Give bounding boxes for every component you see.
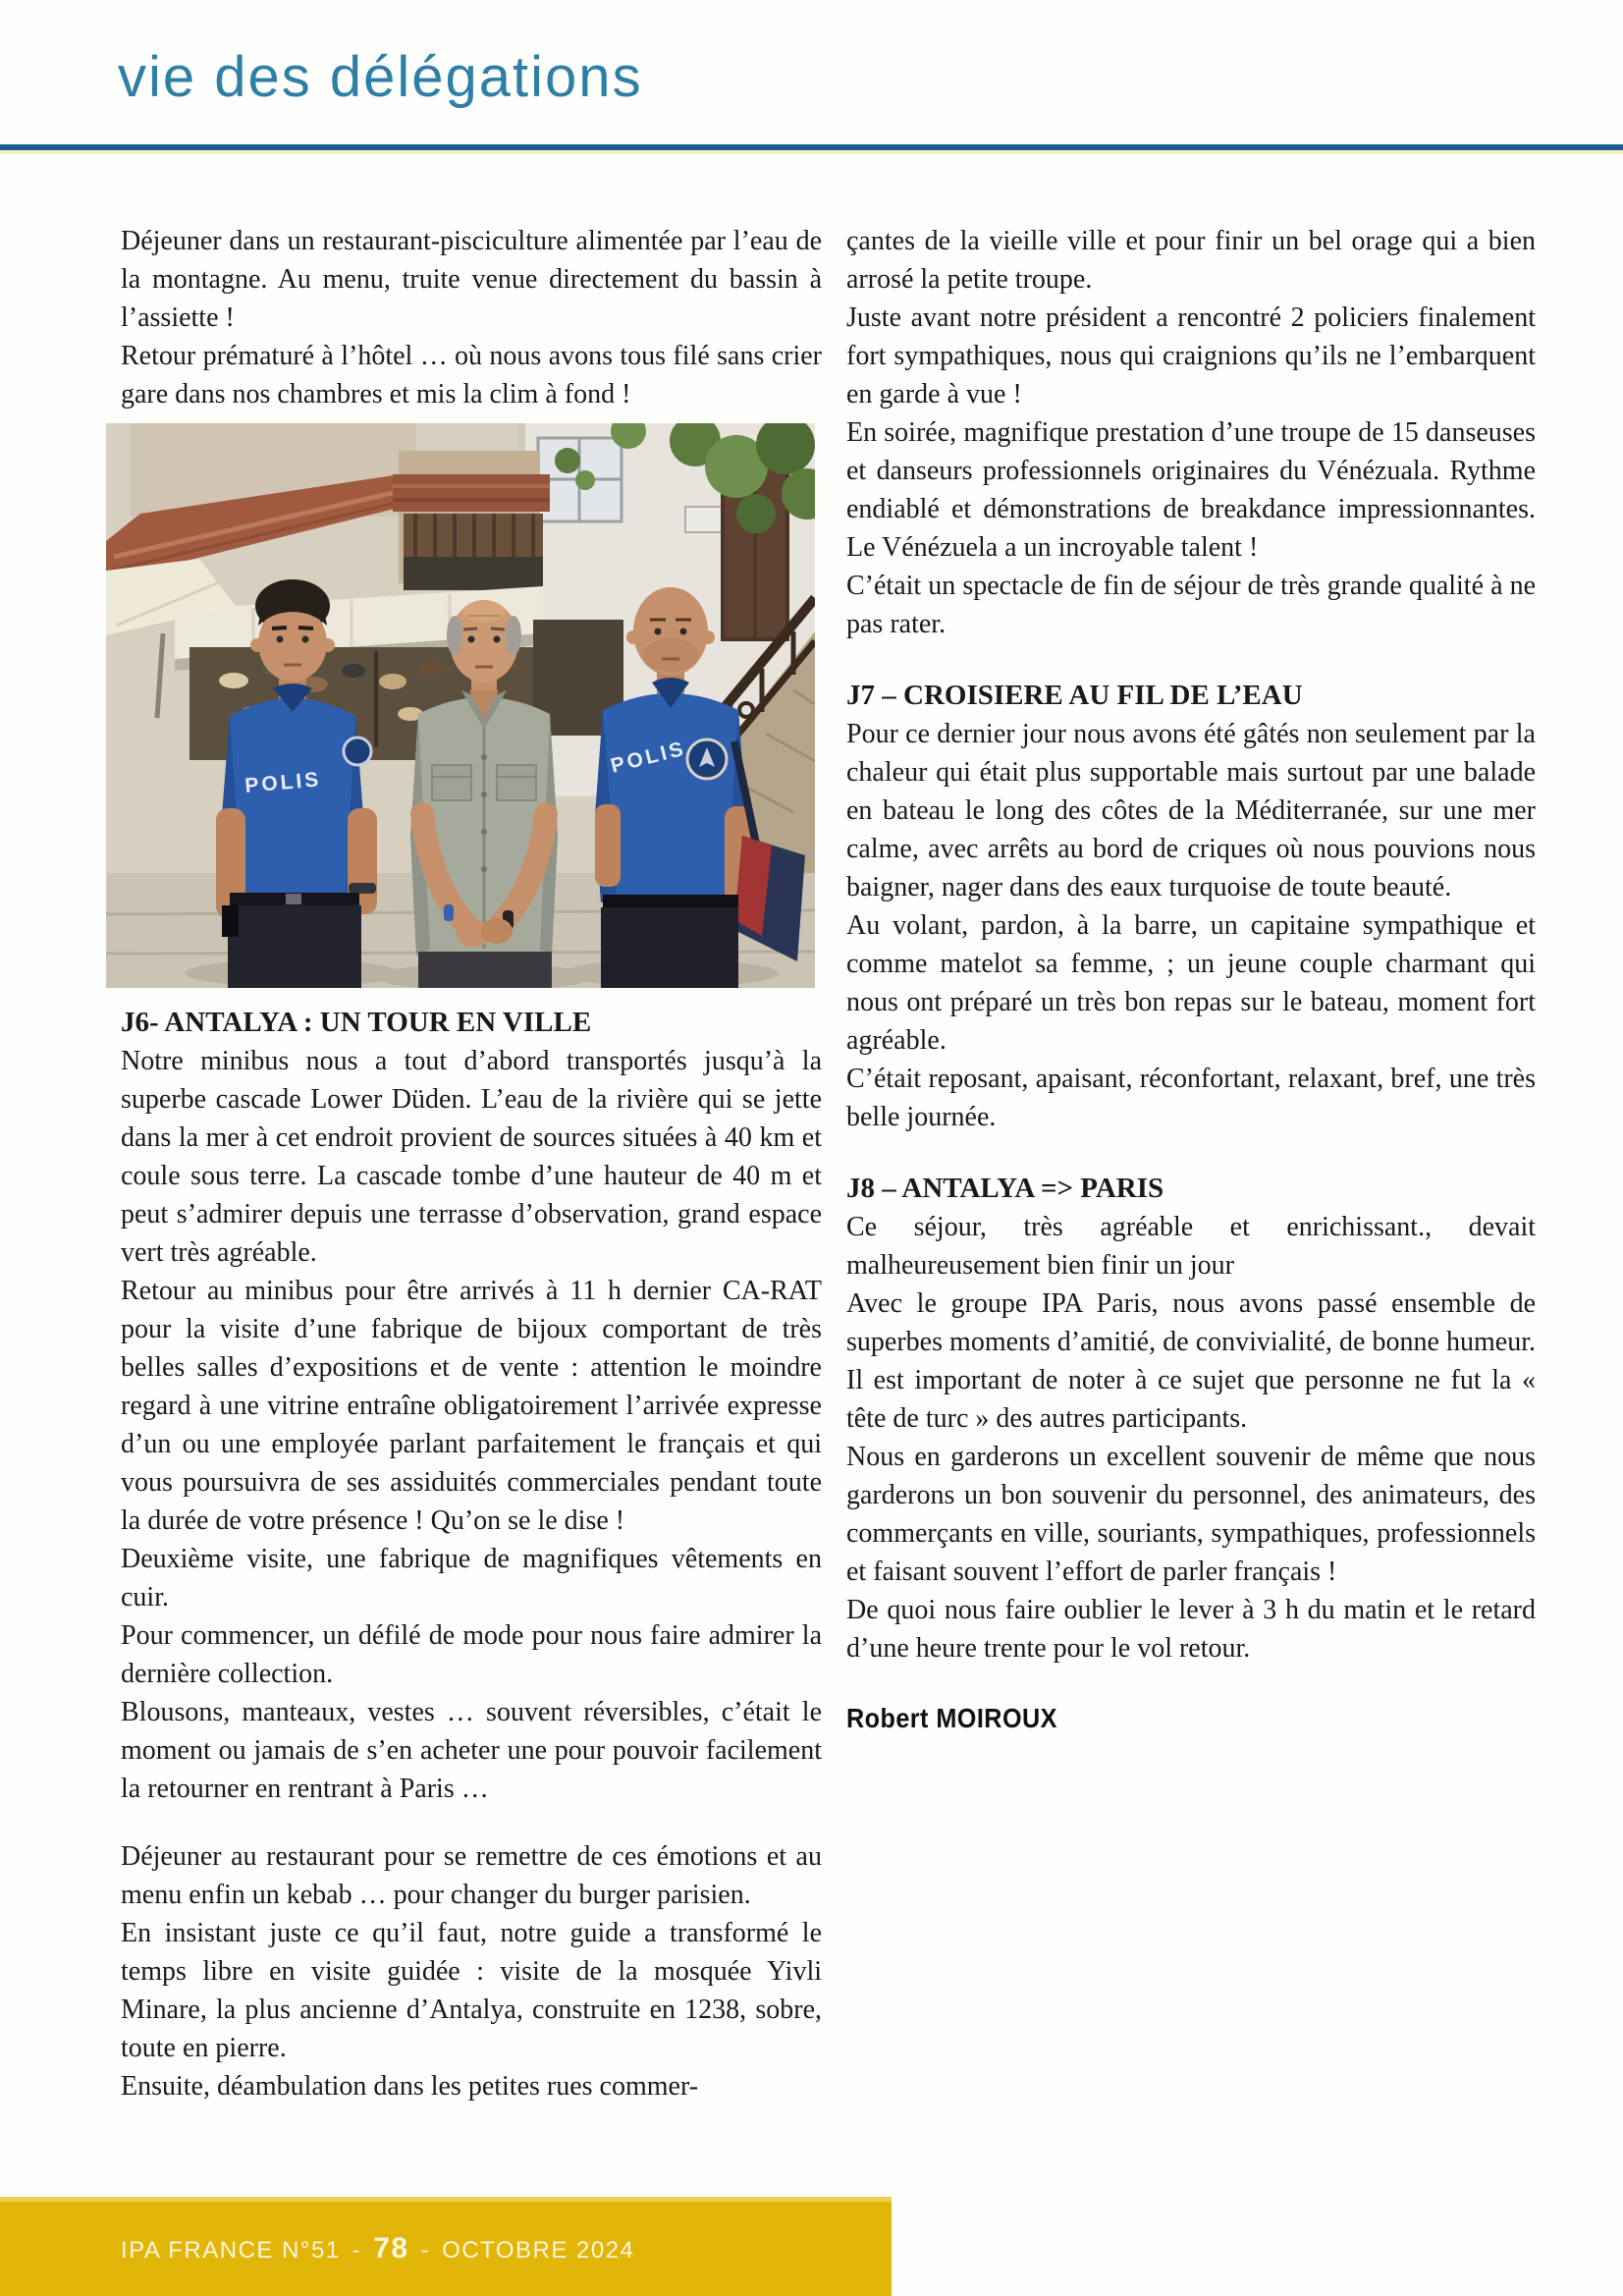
photo-antalya-police xyxy=(106,423,815,988)
footer-page-number: 78 xyxy=(373,2232,409,2265)
footer-separator: - xyxy=(352,2237,362,2264)
polis-label-right-officer: POLIS xyxy=(608,737,688,778)
paragraph: Nous en garderons un excellent souvenir de même que nous garderons un bon souvenir du personnel, des animateurs, des commerçants en ville, souriants, sympathiques, professionnels et faisant souvent l’effort de parler français ! xyxy=(846,1442,1536,1587)
paragraph: De quoi nous faire oublier le lever à 3 h du matin et le retard d’une heure trente pour le vol retour. xyxy=(846,1595,1536,1664)
left-column xyxy=(121,222,822,2105)
paragraph: Retour au minibus pour être arrivés à 11 h dernier CA-RAT pour la visite d’une fabrique de bijoux comportant de très belles salles d’expositions et de vente : attention le moindre regard à une vitrine entraîne obligatoirement l’arrivée expresse d’un ou une employée parlant parfaitement le français et qui vous poursuivra de ses assiduités commerciales pendant toute la durée de votre présence ! Qu’on se le dise ! xyxy=(121,1276,822,1536)
section-masthead: vie des délégations xyxy=(118,45,643,109)
author-signature xyxy=(846,1703,1536,1734)
footer-separator: - xyxy=(420,2237,431,2264)
paragraph: Ensuite, déambulation dans les petites rues commer- xyxy=(121,2071,699,2102)
paragraph: En insistant juste ce qu’il faut, notre guide a transformé le temps libre en visite guidée : visite de la mosquée Yivli Minare, la plus ancienne d’Antalya, construite en 1238, sobre, toute en pierre. xyxy=(121,1918,822,2063)
polis-label-left-officer: POLIS xyxy=(243,768,323,797)
section-heading-j6: J6- ANTALYA : UN TOUR EN VILLE xyxy=(121,1007,592,1038)
paragraph: Déjeuner au restaurant pour se remettre de ces émotions et au menu enfin un kebab … pour changer du burger parisien. xyxy=(121,1841,822,1910)
footer-magazine-title: IPA FRANCE N°51 xyxy=(121,2237,341,2264)
paragraph: Pour commencer, un défilé de mode pour nous faire admirer la dernière collection. xyxy=(121,1620,822,1689)
footer-text xyxy=(0,2232,634,2266)
footer-issue-date: OCTOBRE 2024 xyxy=(442,2237,635,2264)
right-column xyxy=(846,222,1536,1734)
paragraph: Avec le groupe IPA Paris, nous avons passé ensemble de superbes moments d’amitié, de convivialité, de bonne humeur. Il est important de noter à ce sujet que personne ne fut la « tête de turc » des autres participants. xyxy=(846,1288,1536,1434)
footer-bar xyxy=(0,2197,892,2296)
section-heading-j7: J7 – CROISIERE AU FIL DE L’EAU xyxy=(846,680,1303,711)
paragraph: Retour prématuré à l’hôtel … où nous avons tous filé sans crier gare dans nos chambres et mis la clim à fond ! xyxy=(121,341,822,410)
paragraph: Pour ce dernier jour nous avons été gâtés non seulement par la chaleur qui était plus supportable mais surtout par une balade en bateau le long des côtes de la Méditerranée, sur une mer calme, avec arrêts au bord de criques où nous pouvions nous baigner, nager dans des eaux turquoise de toute beauté. xyxy=(846,719,1536,902)
paragraph: Juste avant notre président a rencontré 2 policiers finalement fort sympathiques, nous qui craignions qu’ils ne l’embarquent en garde à vue ! xyxy=(846,302,1536,410)
section-heading-j8: J8 – ANTALYA => PARIS xyxy=(846,1173,1164,1204)
paragraph: En soirée, magnifique prestation d’une troupe de 15 danseuses et danseurs professionnels originaires du Vénézuala. Rythme endiablé et démonstrations de breakdance impressionnantes. Le Vénézuela a un incroyable talent ! xyxy=(846,417,1536,563)
paragraph: Deuxième visite, une fabrique de magnifiques vêtements en cuir. xyxy=(121,1544,822,1613)
paragraph: çantes de la vieille ville et pour finir un bel orage qui a bien arrosé la petite troupe. xyxy=(846,226,1536,295)
paragraph: Au volant, pardon, à la barre, un capitaine sympathique et comme matelot sa femme, ; un jeune couple charmant qui nous ont préparé un très bon repas sur le bateau, moment fort agréable. xyxy=(846,910,1536,1056)
paragraph: Ce séjour, très agréable et enrichissant., devait malheureusement bien finir un jour xyxy=(846,1212,1536,1281)
paragraph: Déjeuner dans un restaurant-pisciculture alimentée par l’eau de la montagne. Au menu, truite venue directement du bassin à l’assiette ! xyxy=(121,226,822,333)
author-name: Robert MOIROUX xyxy=(846,1703,1057,1733)
paragraph: C’était un spectacle de fin de séjour de très grande qualité à ne pas rater. xyxy=(846,571,1536,639)
photo-illustration xyxy=(106,423,815,988)
paragraph: C’était reposant, apaisant, réconfortant, relaxant, bref, une très belle journée. xyxy=(846,1064,1536,1132)
paragraph: Blousons, manteaux, vestes … souvent réversibles, c’était le moment ou jamais de s’en acheter une pour pouvoir facilement la retourner en rentrant à Paris … xyxy=(121,1697,822,1804)
paragraph: Notre minibus nous a tout d’abord transportés jusqu’à la superbe cascade Lower Düden. L’eau de la rivière qui se jette dans la mer à cet endroit provient de sources situées à 40 km et coule sous terre. La cascade tombe d’une hauteur de 40 m et peut s’admirer depuis une terrasse d’observation, grand espace vert très agréable. xyxy=(121,1046,822,1268)
header-rule-cream xyxy=(0,150,1623,154)
